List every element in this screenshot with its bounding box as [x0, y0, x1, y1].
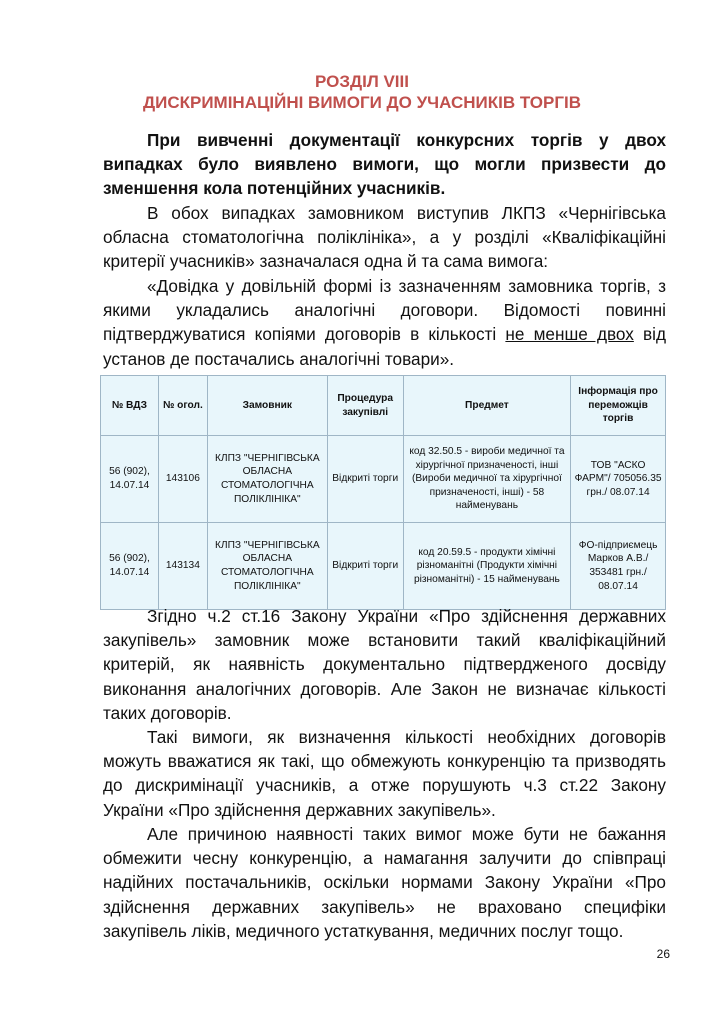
paragraph-intro	[103, 128, 666, 201]
cell-procedure: Відкриті торги	[327, 436, 403, 523]
header-winner-info: Інформація про переможців торгів	[571, 376, 666, 436]
paragraph-law-article-text: Згідно ч.2 ст.16 Закону України «Про здійснення державних закупівель» замовник може встановити такий кваліфікаційний критерій, як наявність документально підтвердженого досвіду виконання аналогічних договорів. Але Закон не визначає кількості таких договорів.	[103, 606, 666, 723]
paragraph-requirement-quote	[103, 274, 666, 371]
header-procedure: Процедура закупівлі	[327, 376, 403, 436]
quote-underlined-text: не менше двох	[505, 324, 634, 345]
header-customer: Замовник	[207, 376, 327, 436]
cell-procedure: Відкриті торги	[327, 523, 403, 610]
header-announcement-number: № огол.	[158, 376, 207, 436]
cell-announcement-number: 143106	[158, 436, 207, 523]
paragraph-law-article	[103, 604, 666, 725]
header-vdz-number: № ВДЗ	[101, 376, 159, 436]
cell-subject: код 20.59.5 - продукти хімічні різноманітні (Продукти хімічні різноманітні) - 15 найменувань	[403, 523, 570, 610]
quote-text-end: від установ де постачались аналогічні товари».	[103, 324, 666, 369]
table-header-row	[101, 376, 666, 436]
cell-winner-info: ТОВ "АСКО ФАРМ"/ 705056.35 грн./ 08.07.14	[571, 436, 666, 523]
table-row	[101, 523, 666, 610]
cell-vdz-number: 56 (902), 14.07.14	[101, 436, 159, 523]
section-subtitle: ДИСКРИМІНАЦІЙНІ ВИМОГИ ДО УЧАСНИКІВ ТОРГІВ	[143, 93, 581, 112]
table-row	[101, 436, 666, 523]
paragraph-discrimination	[103, 725, 666, 822]
paragraph-discrimination-text: Такі вимоги, як визначення кількості необхідних договорів можуть вважатися як такі, що обмежують конкуренцію та призводять до дискримінації учасників, а отже порушують ч.3 ст.22 Закону України «Про здійснення державних закупівель».	[103, 727, 666, 820]
section-title: РОЗДІЛ VIII	[315, 72, 409, 91]
cell-vdz-number: 56 (902), 14.07.14	[101, 523, 159, 610]
cell-winner-info: ФО-підприємець Марков А.В./ 353481 грн./ 08.07.14	[571, 523, 666, 610]
paragraph-intro-text: При вивченні документації конкурсних торгів у двох випадках було виявлено вимоги, що могли призвести до зменшення кола потенційних учасників.	[103, 130, 666, 199]
cell-customer: КЛПЗ "ЧЕРНІГІВСЬКА ОБЛАСНА СТОМАТОЛОГІЧНА ПОЛІКЛІНІКА"	[207, 436, 327, 523]
tenders-table	[100, 375, 666, 610]
header-subject: Предмет	[403, 376, 570, 436]
cell-announcement-number: 143134	[158, 523, 207, 610]
cell-subject: код 32.50.5 - вироби медичної та хірургічної призначеності, інші (Вироби медичної та хірургічної призначеності, інші) - 58 найменувань	[403, 436, 570, 523]
paragraph-customer-text: В обох випадках замовником виступив ЛКПЗ «Чернігівська обласна стоматологічна поліклініка», а у розділі «Кваліфікаційні критерії учасників» зазначалася одна й та сама вимога:	[103, 203, 666, 272]
quote-text-start: «Довідка у довільній формі із зазначенням замовника торгів, з якими укладались аналогічні договори. Відомості повинні підтверджуватися копіями договорів в кількості	[103, 276, 666, 345]
paragraph-reason	[103, 822, 666, 943]
paragraph-customer	[103, 201, 666, 274]
page-number: 26	[656, 947, 670, 961]
cell-customer: КЛПЗ "ЧЕРНІГІВСЬКА ОБЛАСНА СТОМАТОЛОГІЧНА ПОЛІКЛІНІКА"	[207, 523, 327, 610]
paragraph-reason-text: Але причиною наявності таких вимог може бути не бажання обмежити чесну конкуренцію, а намагання залучити до співпраці надійних постачальників, оскільки нормами Закону України «Про здійснення державних закупівель» не враховано специфіки закупівель ліків, медичного устаткування, медичних послуг тощо.	[103, 824, 666, 941]
